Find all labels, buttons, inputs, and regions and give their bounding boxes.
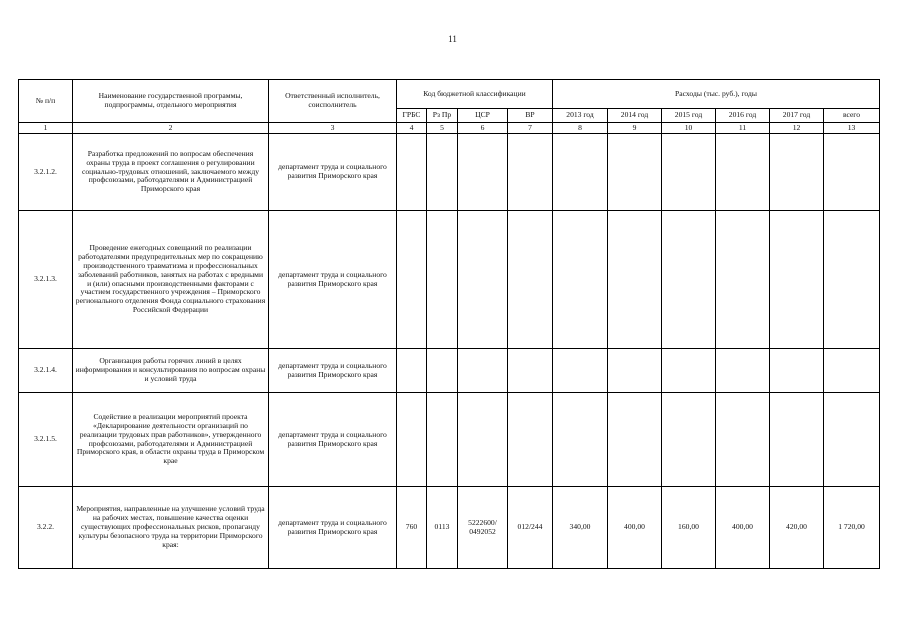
row-total [824,393,880,487]
row-name: Проведение ежегодных совещаний по реализации работодателями предупредительных мер по сокращению производственного травматизма и профессиональных заболеваний работников, занятых на работах с вредными и (или) опасными производственными факторами с участием государственного учреждения – Приморского регионального отделения Фонда социального страхования Российской Федерации [73,211,269,349]
col-number: 4 [397,123,427,134]
column-numbers-row [19,123,880,134]
row-responsible: департамент труда и социального развития Приморского края [269,134,397,211]
row-number: 3.2.1.3. [19,211,73,349]
row-2015 [662,349,716,393]
row-vr [508,393,553,487]
col-number: 3 [269,123,397,134]
row-vr [508,134,553,211]
row-responsible: департамент труда и социального развития Приморского края [269,487,397,569]
row-total [824,349,880,393]
row-2016 [716,134,770,211]
table-row [19,349,880,393]
row-2016 [716,349,770,393]
row-2017 [770,393,824,487]
table-row [19,487,880,569]
row-rzpr [427,134,458,211]
col-number: 5 [427,123,458,134]
row-2016 [716,211,770,349]
row-2017 [770,134,824,211]
row-2017 [770,211,824,349]
header-num: № п/п [19,80,73,123]
col-number: 6 [458,123,508,134]
row-csr [458,393,508,487]
row-2014 [608,349,662,393]
row-grbs [397,349,427,393]
row-grbs [397,211,427,349]
row-name: Организация работы горячих линий в целях информирования и консультирования по вопросам охраны и условий труда [73,349,269,393]
row-grbs: 760 [397,487,427,569]
header-responsible: Ответственный исполнитель, соисполнитель [269,80,397,123]
row-csr [458,349,508,393]
row-2014 [608,211,662,349]
row-2015: 160,00 [662,487,716,569]
header-rzpr: Рз Пр [427,109,458,123]
col-number: 10 [662,123,716,134]
row-2013: 340,00 [553,487,608,569]
table-row [19,134,880,211]
col-number: 1 [19,123,73,134]
row-name: Разработка предложений по вопросам обеспечения охраны труда в проект соглашения о регулировании социально-трудовых отношений, заключаемого между профсоюзами, работодателями и Администрацией Приморского края [73,134,269,211]
row-rzpr [427,349,458,393]
row-rzpr: 0113 [427,487,458,569]
col-number: 13 [824,123,880,134]
row-2016: 400,00 [716,487,770,569]
row-rzpr [427,393,458,487]
row-number: 3.2.2. [19,487,73,569]
table-row [19,211,880,349]
row-vr [508,349,553,393]
col-number: 11 [716,123,770,134]
col-number: 12 [770,123,824,134]
budget-table [18,79,880,569]
row-csr [458,134,508,211]
row-2015 [662,393,716,487]
row-csr: 5222600/ 0492052 [458,487,508,569]
row-2013 [553,211,608,349]
row-2013 [553,393,608,487]
row-number: 3.2.1.4. [19,349,73,393]
header-csr: ЦСР [458,109,508,123]
row-2015 [662,134,716,211]
row-2017 [770,349,824,393]
row-2014 [608,393,662,487]
header-expenses: Расходы (тыс. руб.), годы [553,80,880,109]
table-row [19,393,880,487]
row-2014: 400,00 [608,487,662,569]
header-budget-code: Код бюджетной классификации [397,80,553,109]
header-vr: ВР [508,109,553,123]
row-vr: 012/244 [508,487,553,569]
row-2015 [662,211,716,349]
header-2016: 2016 год [716,109,770,123]
header-name: Наименование государственной программы, подпрограммы, отдельного мероприятия [73,80,269,123]
row-total [824,134,880,211]
row-total: 1 720,00 [824,487,880,569]
header-2014: 2014 год [608,109,662,123]
row-2014 [608,134,662,211]
row-total [824,211,880,349]
row-responsible: департамент труда и социального развития Приморского края [269,393,397,487]
header-2013: 2013 год [553,109,608,123]
col-number: 7 [508,123,553,134]
row-2013 [553,134,608,211]
col-number: 9 [608,123,662,134]
row-number: 3.2.1.5. [19,393,73,487]
row-2017: 420,00 [770,487,824,569]
page-number: 11 [448,34,457,44]
row-name: Содействие в реализации мероприятий проекта «Декларирование деятельности организаций по реализации трудовых прав работников», утвержденного профсоюзами, работодателями и Администрацией Приморского края, в области охраны труда в Приморском крае [73,393,269,487]
header-grbs: ГРБС [397,109,427,123]
col-number: 8 [553,123,608,134]
row-responsible: департамент труда и социального развития Приморского края [269,211,397,349]
header-2015: 2015 год [662,109,716,123]
col-number: 2 [73,123,269,134]
row-csr [458,211,508,349]
row-rzpr [427,211,458,349]
row-2013 [553,349,608,393]
header-2017: 2017 год [770,109,824,123]
header-total: всего [824,109,880,123]
row-grbs [397,134,427,211]
row-vr [508,211,553,349]
row-grbs [397,393,427,487]
row-2016 [716,393,770,487]
row-responsible: департамент труда и социального развития Приморского края [269,349,397,393]
row-name: Мероприятия, направленные на улучшение условий труда на рабочих местах, повышение качества оценки существующих профессиональных рисков, пропаганду культуры безопасного труда на территории Приморского края: [73,487,269,569]
row-number: 3.2.1.2. [19,134,73,211]
